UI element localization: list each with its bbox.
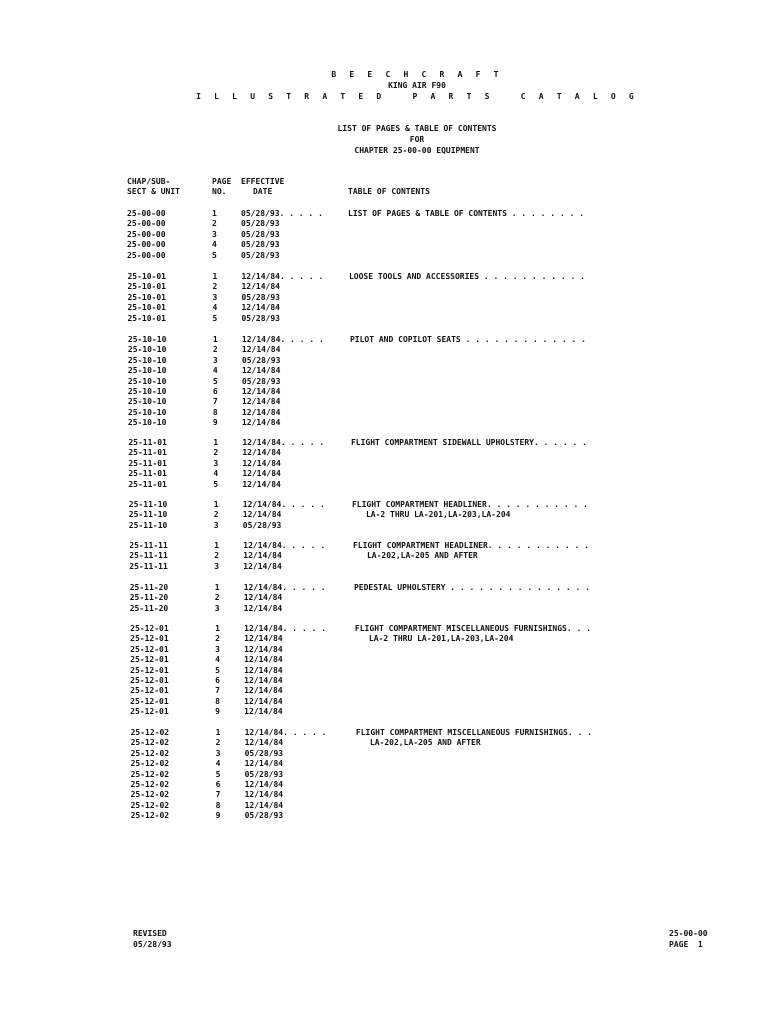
aircraft-model: KING AIR F90 — [388, 81, 446, 90]
toc-row — [0, 697, 768, 707]
effective-date: 05/28/93 — [241, 250, 280, 260]
toc-row — [0, 230, 768, 240]
section-code: 25-10-10 — [127, 397, 167, 407]
page-number: 3 — [212, 229, 217, 239]
section-code: 25-10-01 — [127, 272, 166, 281]
toc-row — [0, 438, 768, 448]
section-code: 25-12-02 — [130, 800, 170, 810]
section-code: 25-12-01 — [130, 676, 169, 685]
toc-row — [0, 469, 768, 479]
page-number: 7 — [212, 397, 218, 407]
section-code: 25-00-00 — [127, 219, 166, 229]
toc-row — [0, 387, 768, 397]
col-effective-header-2: DATE — [253, 187, 273, 196]
toc-row — [0, 583, 768, 593]
effective-date: 12/14/84. . . . . — [242, 500, 325, 509]
page-number: 4 — [212, 366, 218, 376]
page-number: 1 — [214, 541, 220, 550]
toc-row — [0, 272, 768, 282]
section-code: 25-12-01 — [130, 644, 169, 654]
section-code: 25-11-20 — [129, 583, 169, 592]
chapter-title: CHAPTER 25-00-00 EQUIPMENT — [354, 146, 480, 155]
section-code: 25-12-02 — [130, 769, 170, 779]
section-code: 25-11-01 — [128, 448, 167, 458]
toc-row — [0, 356, 768, 366]
section-code: 25-11-10 — [128, 520, 168, 530]
effective-date: 12/14/84. . . . . — [244, 624, 327, 633]
page-number: 5 — [215, 769, 221, 779]
effective-date: 05/28/93 — [244, 769, 284, 779]
toc-entry-title: FLIGHT COMPARTMENT HEADLINER. . . . . . . . . . . — [352, 541, 589, 550]
page-number: 5 — [215, 665, 220, 675]
revised-label: REVISED — [133, 929, 167, 938]
toc-row — [0, 728, 768, 738]
toc-row — [0, 303, 768, 313]
section-code: 25-10-10 — [127, 366, 167, 376]
effective-date: 12/14/84. . . . . — [242, 438, 325, 447]
effective-date: 12/14/84 — [241, 407, 281, 417]
effective-date: 12/14/84 — [244, 759, 284, 769]
effective-date: 12/14/84 — [241, 397, 281, 407]
toc-row — [0, 500, 768, 510]
effective-date: 12/14/84 — [244, 707, 283, 717]
page-number: 8 — [215, 800, 221, 810]
page-number: 1 — [212, 335, 218, 344]
toc-row — [0, 738, 768, 748]
toc-row — [0, 624, 768, 634]
toc-row — [0, 759, 768, 769]
section-code: 25-00-00 — [127, 250, 166, 260]
page-number: 1 — [215, 728, 221, 737]
toc-row — [0, 251, 768, 261]
toc-row — [0, 707, 768, 717]
effective-date: 05/28/93 — [241, 292, 280, 302]
toc-entry-title: PEDESTAL UPHOLSTERY . . . . . . . . . . . . . . . — [353, 583, 590, 592]
page-number: 3 — [213, 458, 219, 468]
section-code: 25-10-10 — [127, 418, 167, 428]
page-number: 5 — [212, 250, 217, 260]
section-code: 25-10-01 — [127, 292, 166, 302]
effective-date: 05/28/93 — [242, 520, 282, 530]
section-code: 25-12-01 — [130, 696, 169, 706]
toc-entry-effectivity: LA-202,LA-205 AND AFTER — [369, 738, 481, 748]
col-chap-header-1: CHAP/SUB- — [127, 177, 171, 186]
section-code: 25-00-00 — [127, 209, 166, 218]
toc-entry-effectivity: LA-2 THRU LA-201,LA-203,LA-204 — [365, 510, 511, 520]
page-number: 1 — [213, 500, 219, 509]
page-number: 2 — [213, 448, 219, 458]
footer-doc-number: 25-00-00 — [669, 929, 708, 938]
effective-date: 12/14/84 — [241, 418, 281, 428]
toc-row — [0, 551, 768, 561]
toc-row — [0, 397, 768, 407]
page-number: 2 — [213, 510, 219, 520]
effective-date: 12/14/84. . . . . — [241, 335, 324, 344]
effective-date: 12/14/84 — [243, 551, 282, 561]
effective-date: 12/14/84 — [244, 634, 283, 644]
section-code: 25-12-02 — [130, 780, 170, 789]
toc-row — [0, 634, 768, 644]
effective-date: 05/28/93 — [241, 355, 281, 365]
section-code: 25-10-10 — [127, 345, 167, 355]
effective-date: 12/14/84 — [244, 644, 283, 654]
toc-row — [0, 655, 768, 665]
effective-date: 05/28/93 — [241, 229, 280, 239]
col-page-header-1: PAGE — [212, 177, 232, 186]
section-code: 25-10-10 — [127, 335, 167, 344]
section-code: 25-11-01 — [128, 458, 167, 468]
page-number: 5 — [212, 376, 218, 386]
section-code: 25-00-00 — [127, 240, 166, 250]
page-number: 1 — [213, 438, 219, 447]
page-number: 6 — [215, 780, 221, 789]
effective-date: 12/14/84 — [244, 696, 283, 706]
section-code: 25-11-01 — [128, 438, 167, 447]
section-code: 25-10-01 — [127, 303, 166, 313]
section-code: 25-12-02 — [130, 759, 170, 769]
toc-row — [0, 541, 768, 551]
section-code: 25-11-01 — [128, 479, 167, 489]
col-chap-header-2: SECT & UNIT — [127, 187, 180, 196]
col-effective-header-1: EFFECTIVE — [241, 177, 285, 186]
page-number: 4 — [212, 303, 218, 313]
effective-date: 12/14/84. . . . . — [243, 541, 326, 550]
toc-row — [0, 418, 768, 428]
section-code: 25-10-10 — [127, 355, 167, 365]
section-code: 25-12-01 — [130, 624, 169, 633]
toc-row — [0, 770, 768, 780]
page-number: 2 — [214, 593, 220, 603]
effective-date: 12/14/84 — [244, 665, 283, 675]
toc-row — [0, 811, 768, 821]
effective-date: 12/14/84 — [241, 345, 281, 355]
page-number: 2 — [214, 551, 220, 561]
effective-date: 12/14/84 — [244, 790, 284, 800]
toc-row — [0, 408, 768, 418]
page-number: 3 — [212, 292, 218, 302]
effective-date: 12/14/84 — [242, 448, 281, 458]
section-code: 25-10-01 — [127, 313, 166, 323]
section-code: 25-11-11 — [129, 551, 168, 561]
effective-date: 12/14/84 — [243, 593, 283, 603]
page-number: 1 — [212, 209, 217, 218]
effective-date: 12/14/84 — [244, 686, 283, 696]
toc-row — [0, 480, 768, 490]
effective-date: 12/14/84 — [244, 780, 284, 789]
effective-date: 05/28/93 — [241, 240, 280, 250]
toc-entry-title: FLIGHT COMPARTMENT MISCELLANEOUS FURNISHINGS. . . — [354, 624, 591, 633]
section-code: 25-11-11 — [129, 561, 168, 571]
page-number: 7 — [215, 790, 221, 800]
toc-row — [0, 521, 768, 531]
toc-entry-title: LOOSE TOOLS AND ACCESSORIES . . . . . . . . . . . — [348, 272, 585, 281]
page-number: 9 — [215, 707, 220, 717]
effective-date: 12/14/84. . . . . — [241, 272, 324, 281]
list-title-for: FOR — [409, 135, 425, 144]
toc-row — [0, 604, 768, 614]
page-number: 3 — [212, 355, 218, 365]
section-code: 25-12-01 — [130, 634, 169, 644]
page-number: 9 — [215, 811, 221, 821]
section-code: 25-12-02 — [130, 748, 170, 758]
page-number: 1 — [215, 624, 220, 633]
toc-row — [0, 666, 768, 676]
toc-row — [0, 293, 768, 303]
toc-row — [0, 593, 768, 603]
section-code: 25-12-02 — [130, 728, 170, 737]
effective-date: 12/14/84 — [241, 366, 281, 376]
page-number: 2 — [212, 282, 218, 292]
page-number: 5 — [213, 479, 219, 489]
revised-date: 05/28/93 — [133, 940, 172, 949]
effective-date: 05/28/93 — [241, 313, 280, 323]
section-code: 25-12-02 — [130, 811, 170, 821]
page-number: 8 — [212, 407, 218, 417]
section-code: 25-12-01 — [130, 707, 169, 717]
page-number: 6 — [215, 676, 220, 685]
col-page-header-2: NO. — [212, 187, 227, 196]
page-number: 6 — [212, 387, 218, 396]
list-title: LIST OF PAGES & TABLE OF CONTENTS — [337, 124, 497, 133]
section-code: 25-11-20 — [129, 603, 169, 613]
section-code: 25-10-01 — [127, 282, 166, 292]
section-code: 25-11-11 — [129, 541, 168, 550]
toc-entry-title: FLIGHT COMPARTMENT SIDEWALL UPHOLSTERY. . . . . . — [350, 438, 587, 447]
section-code: 25-12-01 — [130, 655, 169, 665]
col-toc-header: TABLE OF CONTENTS — [348, 187, 430, 196]
toc-entry-effectivity: LA-2 THRU LA-201,LA-203,LA-204 — [368, 634, 514, 644]
section-code: 25-11-20 — [129, 593, 169, 603]
page-number: 1 — [212, 272, 218, 281]
page-number: 2 — [215, 634, 220, 644]
effective-date: 12/14/84 — [241, 303, 280, 313]
page-number: 4 — [215, 655, 220, 665]
page-number: 4 — [213, 469, 219, 479]
section-code: 25-12-02 — [130, 790, 170, 800]
effective-date: 12/14/84 — [243, 603, 283, 613]
effective-date: 05/28/93 — [244, 811, 284, 821]
section-code: 25-11-10 — [128, 510, 168, 520]
section-code: 25-10-10 — [127, 407, 167, 417]
effective-date: 12/14/84 — [242, 469, 281, 479]
toc-row — [0, 377, 768, 387]
effective-date: 12/14/84 — [244, 800, 284, 810]
toc-row — [0, 801, 768, 811]
effective-date: 12/14/84 — [244, 738, 284, 748]
toc-row — [0, 686, 768, 696]
effective-date: 12/14/84. . . . . — [244, 728, 327, 737]
toc-entry-effectivity: LA-202,LA-205 AND AFTER — [366, 551, 478, 561]
toc-row — [0, 780, 768, 790]
page-number: 3 — [214, 603, 220, 613]
section-code: 25-10-10 — [127, 376, 167, 386]
page-number: 3 — [215, 644, 220, 654]
toc-row — [0, 562, 768, 572]
page-number: 7 — [215, 686, 220, 696]
toc-row — [0, 448, 768, 458]
toc-entry-title: PILOT AND COPILOT SEATS . . . . . . . . . . . . . — [349, 335, 586, 344]
catalog-title: I L L U S T R A T E D P A R T S C A T A L O G — [196, 92, 638, 101]
toc-row — [0, 510, 768, 520]
page-number: 2 — [215, 738, 221, 748]
page-number: 3 — [215, 748, 221, 758]
section-code: 25-12-01 — [130, 665, 169, 675]
section-code: 25-12-01 — [130, 686, 169, 696]
page-number: 3 — [213, 520, 219, 530]
toc-row — [0, 366, 768, 376]
toc-row — [0, 335, 768, 345]
publisher-title: B E E C H C R A F T — [331, 70, 503, 79]
toc-row — [0, 676, 768, 686]
section-code: 25-11-10 — [128, 500, 168, 509]
toc-row — [0, 282, 768, 292]
effective-date: 05/28/93 — [241, 376, 281, 386]
section-code: 25-12-02 — [130, 738, 170, 748]
footer-page-number: PAGE 1 — [669, 940, 703, 949]
effective-date: 05/28/93. . . . . — [241, 209, 323, 218]
effective-date: 12/14/84 — [243, 561, 282, 571]
effective-date: 12/14/84 — [241, 387, 281, 396]
page-number: 2 — [212, 345, 218, 355]
toc-row — [0, 219, 768, 229]
page-number: 4 — [212, 240, 217, 250]
effective-date: 12/14/84 — [244, 655, 283, 665]
page-number: 2 — [212, 219, 217, 229]
page-number: 3 — [214, 561, 220, 571]
effective-date: 12/14/84 — [241, 282, 280, 292]
effective-date: 05/28/93 — [241, 219, 280, 229]
effective-date: 12/14/84 — [242, 510, 282, 520]
section-code: 25-10-10 — [127, 387, 167, 396]
toc-entry-title: FLIGHT COMPARTMENT MISCELLANEOUS FURNISHINGS. . . — [355, 728, 592, 737]
toc-row — [0, 790, 768, 800]
section-code: 25-00-00 — [127, 229, 166, 239]
section-code: 25-11-01 — [128, 469, 167, 479]
toc-row — [0, 314, 768, 324]
page-number: 5 — [212, 313, 218, 323]
effective-date: 05/28/93 — [244, 748, 284, 758]
toc-row — [0, 459, 768, 469]
toc-row — [0, 345, 768, 355]
page-number: 9 — [212, 418, 218, 428]
toc-row — [0, 209, 768, 219]
toc-row — [0, 749, 768, 759]
effective-date: 12/14/84. . . . . — [243, 583, 326, 592]
effective-date: 12/14/84 — [242, 479, 281, 489]
toc-row — [0, 240, 768, 250]
effective-date: 12/14/84 — [244, 676, 283, 685]
toc-row — [0, 645, 768, 655]
page-number: 4 — [215, 759, 221, 769]
effective-date: 12/14/84 — [242, 458, 281, 468]
toc-entry-title: LIST OF PAGES & TABLE OF CONTENTS . . . . . . . . — [348, 209, 585, 218]
toc-entry-title: FLIGHT COMPARTMENT HEADLINER. . . . . . . . . . . — [351, 500, 588, 509]
page-number: 1 — [214, 583, 220, 592]
page-number: 8 — [215, 696, 220, 706]
